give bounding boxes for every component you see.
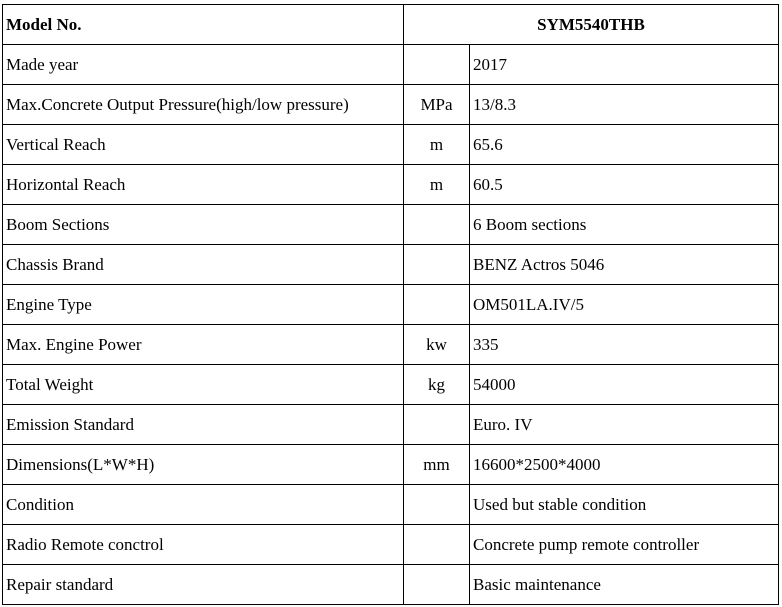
row-label: Engine Type	[3, 285, 404, 325]
row-unit	[404, 205, 470, 245]
row-value: Used but stable condition	[470, 485, 779, 525]
header-label: Model No.	[3, 5, 404, 45]
row-label: Horizontal Reach	[3, 165, 404, 205]
row-value: 60.5	[470, 165, 779, 205]
row-unit: MPa	[404, 85, 470, 125]
row-unit: kg	[404, 365, 470, 405]
spec-row-made-year	[3, 45, 779, 85]
row-value: Euro. IV	[470, 405, 779, 445]
spec-row-output-pressure	[3, 85, 779, 125]
row-unit: m	[404, 165, 470, 205]
row-unit	[404, 285, 470, 325]
spec-row-repair-standard	[3, 565, 779, 605]
row-label: Vertical Reach	[3, 125, 404, 165]
spec-row-engine-power	[3, 325, 779, 365]
spec-row-engine-type	[3, 285, 779, 325]
row-value: 54000	[470, 365, 779, 405]
row-value: BENZ Actros 5046	[470, 245, 779, 285]
spec-row-total-weight	[3, 365, 779, 405]
row-label: Chassis Brand	[3, 245, 404, 285]
row-value: Concrete pump remote controller	[470, 525, 779, 565]
row-label: Total Weight	[3, 365, 404, 405]
spec-row-horizontal-reach	[3, 165, 779, 205]
row-value: 335	[470, 325, 779, 365]
row-unit: mm	[404, 445, 470, 485]
spec-table	[2, 4, 779, 605]
row-value: 6 Boom sections	[470, 205, 779, 245]
row-label: Repair standard	[3, 565, 404, 605]
spec-row-radio-remote	[3, 525, 779, 565]
row-value: 13/8.3	[470, 85, 779, 125]
row-value: 2017	[470, 45, 779, 85]
row-label: Made year	[3, 45, 404, 85]
row-label: Max. Engine Power	[3, 325, 404, 365]
row-label: Emission Standard	[3, 405, 404, 445]
spec-row-condition	[3, 485, 779, 525]
spec-row-vertical-reach	[3, 125, 779, 165]
row-label: Condition	[3, 485, 404, 525]
row-value: OM501LA.IV/5	[470, 285, 779, 325]
spec-row-dimensions	[3, 445, 779, 485]
row-unit	[404, 485, 470, 525]
spec-row-emission-standard	[3, 405, 779, 445]
row-value: Basic maintenance	[470, 565, 779, 605]
row-label: Radio Remote conctrol	[3, 525, 404, 565]
row-unit	[404, 405, 470, 445]
row-unit: m	[404, 125, 470, 165]
row-unit: kw	[404, 325, 470, 365]
spec-row-boom-sections	[3, 205, 779, 245]
row-label: Dimensions(L*W*H)	[3, 445, 404, 485]
row-value: 65.6	[470, 125, 779, 165]
row-unit	[404, 525, 470, 565]
header-value: SYM5540THB	[404, 5, 779, 45]
row-label: Boom Sections	[3, 205, 404, 245]
header-row	[3, 5, 779, 45]
row-unit	[404, 565, 470, 605]
row-label: Max.Concrete Output Pressure(high/low pressure)	[3, 85, 404, 125]
row-value: 16600*2500*4000	[470, 445, 779, 485]
row-unit	[404, 245, 470, 285]
spec-row-chassis-brand	[3, 245, 779, 285]
row-unit	[404, 45, 470, 85]
